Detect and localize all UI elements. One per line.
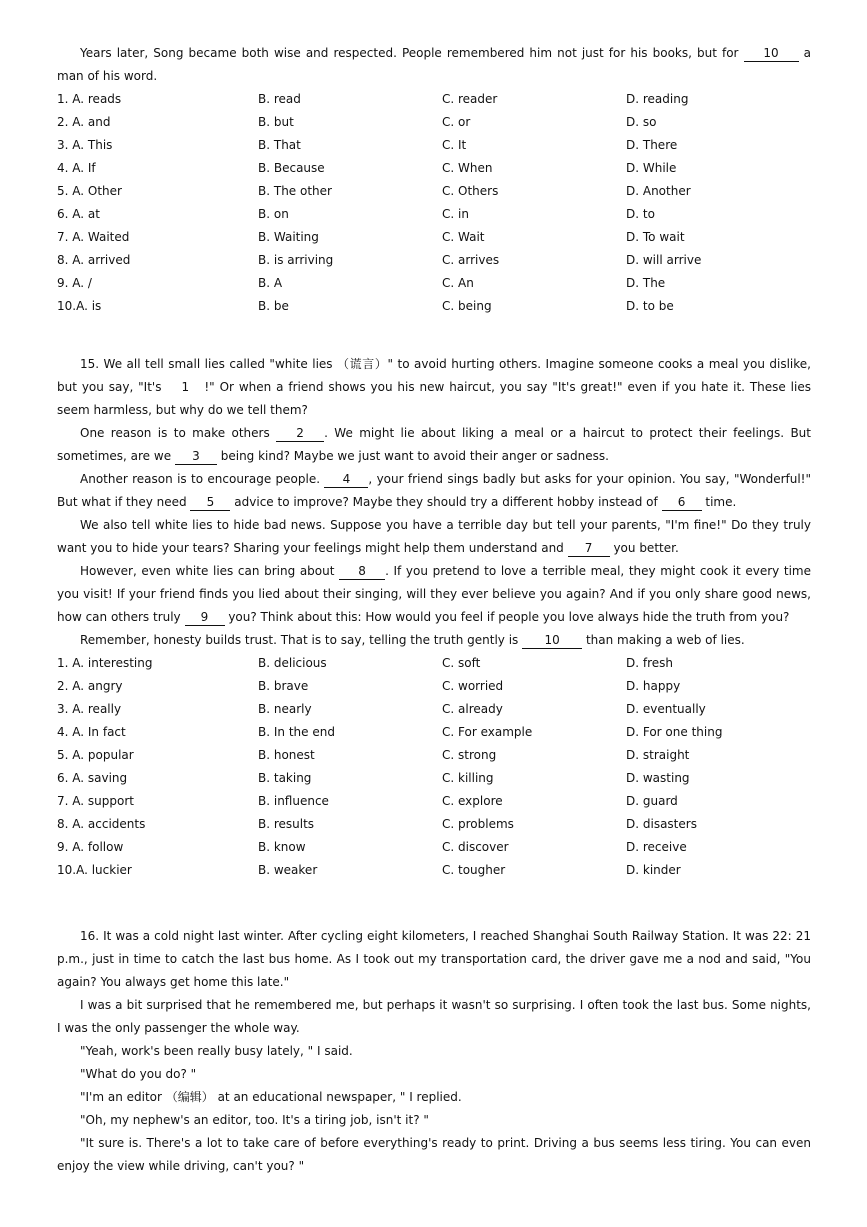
option-choice-c: C. discover <box>442 840 509 854</box>
option-choice-b: B. brave <box>258 679 309 693</box>
section-gap <box>57 882 811 925</box>
blank-9: 9 <box>185 610 225 626</box>
option-choice-c: C. For example <box>442 725 533 739</box>
option-choice-d: D. While <box>626 161 677 175</box>
option-choice-b: B. Waiting <box>258 230 319 244</box>
text-segment: being kind? Maybe we just want to avoid their anger or sadness. <box>220 449 609 463</box>
option-choice-d: D. disasters <box>626 817 697 831</box>
option-row <box>57 180 811 203</box>
text-segment: !" Or when a friend shows you his new haircut, you say "It's great!" even if you hate it. These lies seem harmless, but why do we tell them? <box>57 380 811 417</box>
option-choice-c: C. strong <box>442 748 497 762</box>
option-choice-a: 3. A. really <box>57 702 122 716</box>
option-choice-a: 1. A. interesting <box>57 656 153 670</box>
option-choice-b: B. results <box>258 817 315 831</box>
text-segment: time. <box>705 495 737 509</box>
text-segment: , your friend sings badly but asks for your opinion. You say, "Wonderful!" But what if they need <box>57 472 812 509</box>
text-segment: However, even white lies can bring about <box>80 564 335 578</box>
option-row <box>57 859 811 882</box>
option-choice-c: C. being <box>442 299 492 313</box>
text-segment: you better. <box>613 541 679 555</box>
option-choice-d: D. will arrive <box>626 253 702 267</box>
option-choice-d: D. to <box>626 207 655 221</box>
option-choice-d: D. kinder <box>626 863 681 877</box>
text-segment: advice to improve? Maybe they should try a different hobby instead of <box>234 495 658 509</box>
option-choice-a: 7. A. support <box>57 794 134 808</box>
option-choice-a: 4. A. If <box>57 161 96 175</box>
option-choice-b: B. In the end <box>258 725 335 739</box>
option-choice-d: D. eventually <box>626 702 706 716</box>
option-row <box>57 272 811 295</box>
option-choice-d: D. There <box>626 138 678 152</box>
option-choice-a: 1. A. reads <box>57 92 122 106</box>
passage-16-paragraph-5: "I'm an editor （编辑） at an educational newspaper, " I replied. <box>80 1090 462 1104</box>
option-choice-b: B. That <box>258 138 301 152</box>
text-segment: . We might lie about liking a meal or a haircut to protect their feelings. But sometimes, are we <box>57 426 811 463</box>
option-row <box>57 698 811 721</box>
option-choice-d: D. To wait <box>626 230 685 244</box>
option-row <box>57 88 811 111</box>
option-choice-c: C. reader <box>442 92 498 106</box>
option-choice-a: 6. A. at <box>57 207 100 221</box>
question-15-options <box>57 652 811 882</box>
option-choice-d: D. to be <box>626 299 674 313</box>
option-choice-a: 6. A. saving <box>57 771 128 785</box>
option-choice-a: 7. A. Waited <box>57 230 130 244</box>
option-choice-c: C. problems <box>442 817 514 831</box>
option-choice-c: C. tougher <box>442 863 506 877</box>
option-choice-c: C. arrives <box>442 253 500 267</box>
text-segment: you? Think about this: How would you feel if people you love always hide the truth from you? <box>228 610 790 624</box>
section-gap <box>57 318 811 353</box>
option-choice-a: 2. A. and <box>57 115 111 129</box>
text-segment: One reason is to make others <box>80 426 270 440</box>
passage-15-paragraph-4 <box>57 514 811 560</box>
option-choice-b: B. taking <box>258 771 312 785</box>
option-row <box>57 721 811 744</box>
option-row <box>57 767 811 790</box>
passage-16-paragraph-3: "Yeah, work's been really busy lately, " I said. <box>80 1044 353 1058</box>
option-choice-d: D. wasting <box>626 771 690 785</box>
blank-10: 10 <box>522 633 582 649</box>
option-choice-a: 2. A. angry <box>57 679 123 693</box>
option-choice-b: B. Because <box>258 161 325 175</box>
option-choice-b: B. influence <box>258 794 329 808</box>
option-choice-b: B. delicious <box>258 656 327 670</box>
option-row <box>57 813 811 836</box>
option-choice-b: B. read <box>258 92 301 106</box>
blank-4: 4 <box>324 472 368 488</box>
option-row <box>57 111 811 134</box>
text-segment: Remember, honesty builds trust. That is to say, telling the truth gently is <box>80 633 519 647</box>
option-row <box>57 203 811 226</box>
blank-7: 7 <box>568 541 610 557</box>
option-choice-d: D. so <box>626 115 657 129</box>
document-page <box>57 42 811 1178</box>
option-choice-d: D. fresh <box>626 656 674 670</box>
option-row <box>57 295 811 318</box>
option-choice-c: C. It <box>442 138 467 152</box>
option-choice-a: 4. A. In fact <box>57 725 126 739</box>
option-row <box>57 652 811 675</box>
option-choice-a: 9. A. follow <box>57 840 124 854</box>
passage-15-paragraph-3 <box>57 468 811 514</box>
text-segment: . If you pretend to love a terrible meal, they might cook it every time you visit! If your friend finds you lied about their singing, will they ever believe you again? And if you only share good news, how can others truly <box>57 564 811 624</box>
option-choice-b: B. know <box>258 840 306 854</box>
option-choice-d: D. receive <box>626 840 687 854</box>
option-choice-c: C. Others <box>442 184 499 198</box>
passage-14-ending <box>57 42 811 88</box>
passage-16-paragraph-7: "It sure is. There's a lot to take care of before everything's ready to print. Driving a bus seems less tiring. You can even enjoy the view while driving, can't you? " <box>57 1136 811 1173</box>
text-segment: We also tell white lies to hide bad news. Suppose you have a terrible day but tell your parents, "I'm fine!" Do they truly want you to hide your tears? Sharing your feelings might help them understand and <box>57 518 811 555</box>
option-choice-c: C. already <box>442 702 503 716</box>
passage-16-paragraph-2: I was a bit surprised that he remembered me, but perhaps it wasn't so surprising. I often took the last bus. Some nights, I was the only passenger the whole way. <box>57 998 811 1035</box>
option-choice-a: 3. A. This <box>57 138 113 152</box>
option-choice-b: B. on <box>258 207 289 221</box>
option-choice-b: B. A <box>258 276 283 290</box>
option-choice-a: 10.A. luckier <box>57 863 132 877</box>
option-row <box>57 836 811 859</box>
option-choice-d: D. Another <box>626 184 691 198</box>
option-choice-c: C. killing <box>442 771 494 785</box>
passage-16-paragraph-6: "Oh, my nephew's an editor, too. It's a tiring job, isn't it? " <box>80 1113 429 1127</box>
option-row <box>57 744 811 767</box>
option-choice-d: D. The <box>626 276 666 290</box>
option-choice-a: 8. A. arrived <box>57 253 131 267</box>
option-row <box>57 157 811 180</box>
option-choice-a: 10.A. is <box>57 299 102 313</box>
passage-16-paragraph-4: "What do you do? " <box>80 1067 197 1081</box>
option-choice-d: D. straight <box>626 748 690 762</box>
option-choice-d: D. happy <box>626 679 681 693</box>
option-choice-b: B. nearly <box>258 702 312 716</box>
option-row <box>57 226 811 249</box>
option-choice-b: B. be <box>258 299 289 313</box>
option-choice-c: C. An <box>442 276 474 290</box>
text-segment: than making a web of lies. <box>585 633 745 647</box>
option-choice-c: C. worried <box>442 679 504 693</box>
passage-15-paragraph-5 <box>57 560 811 629</box>
blank-2: 2 <box>276 426 324 442</box>
passage-15-paragraph-1 <box>57 353 811 422</box>
option-choice-a: 5. A. popular <box>57 748 134 762</box>
passage-16-paragraph-1: 16. It was a cold night last winter. After cycling eight kilometers, I reached Shanghai South Railway Station. It was 22: 21 p.m., just in time to catch the last bus home. As I took out my transportation card, the driver gave me a nod and said, "You again? You always get home this late." <box>57 929 811 989</box>
text-segment: 15. We all tell small lies called "white lies （谎言）" to avoid hurting others. Imagine someone cooks a meal you dislike, but you say, "It's <box>57 357 811 394</box>
option-choice-b: B. weaker <box>258 863 318 877</box>
blank-3: 3 <box>175 449 217 465</box>
blank-10: 10 <box>744 46 799 62</box>
option-choice-a: 8. A. accidents <box>57 817 146 831</box>
blank-1: 1 <box>181 380 190 394</box>
blank-6: 6 <box>662 495 702 511</box>
option-choice-b: B. honest <box>258 748 315 762</box>
option-choice-c: C. When <box>442 161 493 175</box>
option-row <box>57 249 811 272</box>
question-14-options <box>57 88 811 318</box>
option-choice-d: D. reading <box>626 92 689 106</box>
blank-5: 5 <box>190 495 230 511</box>
blank-8: 8 <box>339 564 385 580</box>
option-row <box>57 134 811 157</box>
option-choice-c: C. soft <box>442 656 481 670</box>
text-segment: Another reason is to encourage people. <box>80 472 321 486</box>
option-choice-c: C. explore <box>442 794 503 808</box>
option-choice-b: B. The other <box>258 184 332 198</box>
passage-15-paragraph-6 <box>57 629 811 652</box>
text-segment: Years later, Song became both wise and respected. People remembered him not just for his books, but for <box>80 46 739 60</box>
option-choice-b: B. but <box>258 115 294 129</box>
option-choice-d: D. For one thing <box>626 725 723 739</box>
option-choice-c: C. in <box>442 207 469 221</box>
passage-15-paragraph-2 <box>57 422 811 468</box>
option-choice-c: C. or <box>442 115 471 129</box>
option-choice-a: 5. A. Other <box>57 184 122 198</box>
option-row <box>57 790 811 813</box>
option-choice-b: B. is arriving <box>258 253 334 267</box>
option-choice-a: 9. A. / <box>57 276 92 290</box>
option-row <box>57 675 811 698</box>
option-choice-d: D. guard <box>626 794 678 808</box>
option-choice-c: C. Wait <box>442 230 485 244</box>
text-segment: a man of his word. <box>57 46 811 83</box>
